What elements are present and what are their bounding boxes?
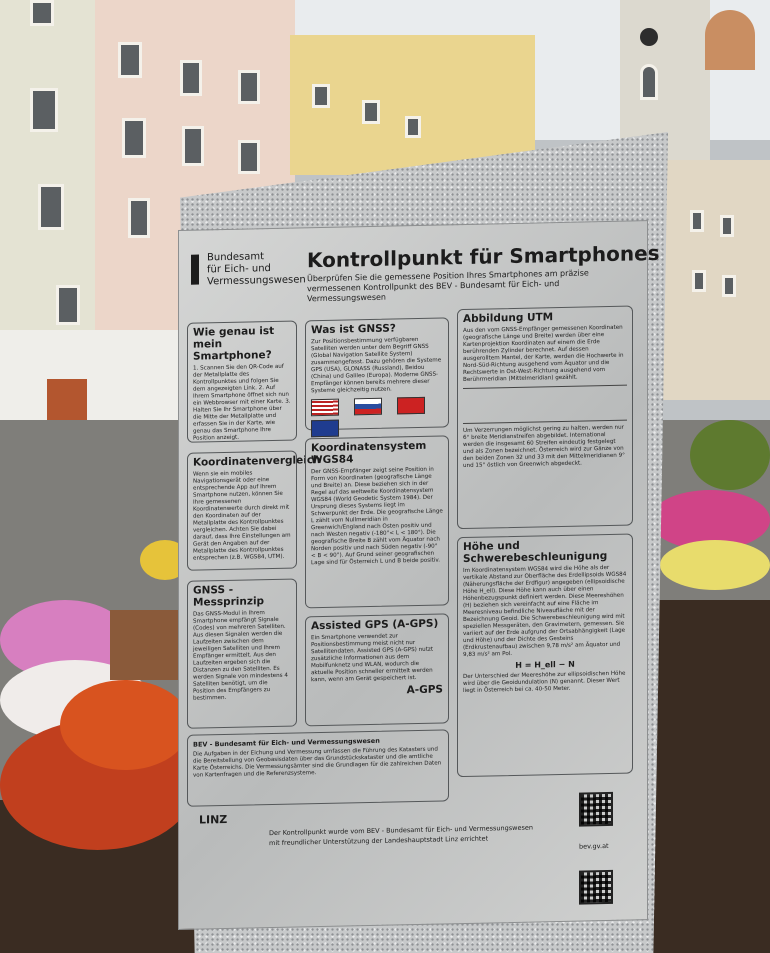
window	[312, 84, 330, 108]
flowers-orange	[60, 680, 190, 770]
info-plate	[178, 220, 660, 930]
qr-code-icon	[579, 792, 613, 827]
height-formula: H = H_ell − N	[515, 659, 575, 670]
flower-bed-soil-right	[640, 600, 770, 953]
section-wie-genau	[187, 321, 297, 443]
usa-flag-icon	[311, 399, 339, 417]
window	[30, 0, 54, 26]
section-text: Der GNSS-Empfänger zeigt seine Position in Form von Koordinaten (geografische Länge und Breite) an. Diese beziehen sich in der Regel auf das weltweite Koordinatensystem WGS84 (World Geodetic System 1984). Der Ursprung dieses Systems liegt im Schwerpunkt der Erde. Die geografische Länge L zählt vom Nullmeridian in Greenwich/England nach Osten positiv und nach Westen negativ (-180°< L < 180°). Die geografische Breite B zählt vom Äquator nach Norden positiv und nach Süden negativ (-90° < B < 90°). Auf Grund seiner geografischen Lage sind für Österreich L und B beide positiv.	[311, 466, 443, 567]
section-text: Ein Smartphone verwendet zur Positionsbestimmung meist nicht nur Satellitendaten. Assisted GPS (A-GPS) nutzt zusätzliche Informationen aus dem Mobilfunknetz und WLAN, wodurch die aktuelle Position schneller ermittelt werden kann, wenn am Gerät gespeichert ist.	[311, 633, 434, 684]
qr-code-icon	[579, 870, 613, 905]
window	[56, 285, 80, 325]
section-text: 1. Scannen Sie den QR-Code auf der Metallplatte des Kontrollpunktes und folgen Sie dem angezeigten Link. 2. Auf Ihrem Smartphone öffnet sich nun ein Webbrowser mit einer Karte. 3. Halten Sie Ihr Smartphone über die Mitte der Metallplatte und erfassen Sie in der Karte, wie genau das Smartphone Ihre Position anzeigt.	[193, 363, 291, 442]
section-koordinatenvergleich	[187, 451, 321, 571]
window	[362, 100, 380, 124]
window	[128, 198, 150, 238]
section-text-2: Der Unterschied der Meereshöhe zur ellipsoidischen Höhe wird über die Geoidundulation (N) genannt. Dieser Wert liegt in Österreich bei ca. 40-50 Meter.	[463, 670, 626, 695]
window	[640, 64, 658, 100]
section-title: GNSS - Messprinzip	[193, 583, 265, 609]
section-utm	[457, 305, 633, 529]
window	[692, 270, 706, 292]
section-title: Höhe und Schwerebeschleunigung	[463, 539, 608, 566]
org-line: für Eich- und	[207, 263, 271, 276]
window	[118, 42, 142, 78]
section-text: Im Koordinatensystem WGS84 wird die Höhe als der vertikale Abstand zur Oberfläche des Erdellipsoids WGS84 (Näherungsfläche der Erdfigur) angegeben (ellipsoidische Höhe H_ell). Diese Höhe kann auch über einen Höhenbezugspunkt definiert werden. Diese Meereshöhen (H) beziehen sich vereinfacht auf eine Fläche im Meeresniveau befindliche Niveaufläche mit der Bezeichnung Geoid. Die Schwerebeschleunigung wird mit speziellen Messgeräten, den Gravimetern, gemessen. Sie variiert auf der Erde aufgrund der Ortsabhängigkeit (Lage und Höhe) und der Dichte des Gesteins (Erdkrustenaufbau) zwischen 9,78 m/s² am Äquator und 9,83 m/s² am Pol.	[463, 564, 627, 659]
section-text: Wenn sie ein mobiles Navigationsgerät oder eine entsprechende App auf Ihrem Smartphone nutzen, können Sie Ihre gemessenen Koordinatenwerte durch direkt mit den Koordinaten auf der Metallplatte des Kontrollpunktes vergleichen. Achten Sie dabei darauf, dass Ihre Einstellungen am Gerät den Angaben auf der Metallplatte des Kontrollpunktes entsprechen (z.B. WGS84, UTM).	[193, 470, 291, 562]
window	[30, 88, 58, 132]
flowers-yellow-right	[660, 540, 770, 590]
building-right	[660, 160, 770, 400]
grass-right	[690, 420, 770, 490]
section-title: Abbildung UTM	[463, 311, 554, 326]
bev-footer-title: BEV - Bundesamt für Eich- und Vermessungswesen	[193, 736, 380, 749]
window	[238, 70, 260, 104]
section-title: Koordinatensystem WGS84	[311, 439, 427, 467]
section-messprinzip	[187, 579, 297, 729]
section-text-2: Um Verzerrungen möglichst gering zu halten, werden nur 6° breite Meridianstreifen abgebildet. International werden die insgesamt 60 Streifen eindeutig festgelegt und als Zonen bezeichnet. Österreich wird zur Gänze von den beiden Zonen 32 und 33 mit den Mittelmeridianen 9° und 15° östlich von Greenwich abgedeckt.	[463, 424, 625, 470]
window	[238, 140, 260, 174]
china-flag-icon	[397, 397, 425, 415]
russia-flag-icon	[354, 398, 382, 416]
flag-row	[311, 396, 443, 441]
org-name	[207, 250, 306, 288]
website-label: bev.gv.at	[579, 841, 609, 851]
section-wgs84	[305, 435, 449, 608]
section-title: Was ist GNSS?	[311, 322, 396, 337]
credit-line-1: Der Kontrollpunkt wurde vom BEV - Bundesamt für Eich- und Vermessungswesen	[269, 823, 533, 838]
section-hoehe	[457, 533, 633, 777]
section-title: Wie genau ist mein Smartphone?	[193, 324, 275, 363]
sign-title: Kontrollpunkt für Smartphones	[307, 240, 660, 273]
window	[690, 210, 704, 232]
section-text: Das GNSS-Modul in Ihrem Smartphone empfängt Signale (Codes) von mehreren Satelliten. Aus diesen Signalen werden die Laufzeiten zwischen dem jeweiligen Satelliten und Ihrem Empfänger ermittelt. Aus den Laufzeiten ergeben sich die Distanzen zu den Satelliten. Es werden Signale von mindestens 4 Satelliten benötigt, um die Position des Empfängers zu bestimmen.	[193, 610, 288, 702]
sign-subtitle: Überprüfen Sie die gemessene Position Ihres Smartphones am präzise vermessenen Kontrollpunkt des BEV - Bundesamt für Eich- und Vermessungswesen	[307, 268, 589, 304]
section-text: Zur Positionsbestimmung verfügbaren Satelliten werden unter dem Begriff GNSS (Global Navigation Satellite System) zusammengefasst. Dazu gehören die Systeme GPS (USA), GLONASS (Russland), Beidou (China) und Galileo (Europa). Moderne GNSS-Empfänger können bereits mehrere dieser Systeme gleichzeitig nutzen.	[311, 336, 442, 395]
window	[182, 126, 204, 166]
linz-logo: LINZ	[199, 812, 228, 827]
window	[722, 275, 736, 297]
bev-footer-text: Die Aufgaben in der Eichung und Vermessung umfassen die Führung des Katasters und die Bereitstellung von Geobasisdaten über das Grundstückskataster und die amtliche Karte Österreichs. Die Vermessungsämter sind die Grundlagen für die zahlreichen Daten von Kartenfragen und die Referenzsysteme.	[193, 746, 442, 779]
tower-dome	[705, 10, 755, 70]
credit-line-2: mit freundlicher Unterstützung der Landeshauptstadt Linz errichtet	[269, 834, 489, 848]
section-agps	[305, 613, 449, 726]
window	[180, 60, 202, 96]
window	[720, 215, 734, 237]
agps-label: A-GPS	[406, 683, 443, 697]
eu-flag-icon	[311, 420, 339, 438]
window	[38, 184, 64, 230]
window	[122, 118, 146, 158]
section-text: Aus den vom GNSS-Empfänger gemessenen Koordinaten (geografische Länge und Breite) werden über eine Kartenprojektion Koordinaten auf einem die Erde berührenden Zylinder berechnet. Auf dessen ausgerolltem Mantel, der Karte, werden die Hochwerte in Nord-Süd-Richtung ausgehend vom Äquator und die Rechtswerte in Ost-West-Richtung ausgehend vom Berührmeridian (Mittelmeridian) gezählt.	[463, 324, 624, 384]
ground-floor-left	[0, 330, 180, 430]
section-bev-footer	[187, 729, 449, 806]
org-line: Vermessungswesen	[207, 274, 306, 288]
bev-logo-bar	[191, 255, 199, 285]
org-line: Bundesamt	[207, 251, 265, 264]
section-gnss	[305, 317, 449, 430]
utm-cylinder-diagram	[463, 385, 627, 424]
section-title: Assisted GPS (A-GPS)	[311, 617, 439, 633]
window	[405, 116, 421, 138]
church-clock	[640, 28, 658, 46]
section-title: Koordinatenvergleich	[193, 454, 321, 469]
